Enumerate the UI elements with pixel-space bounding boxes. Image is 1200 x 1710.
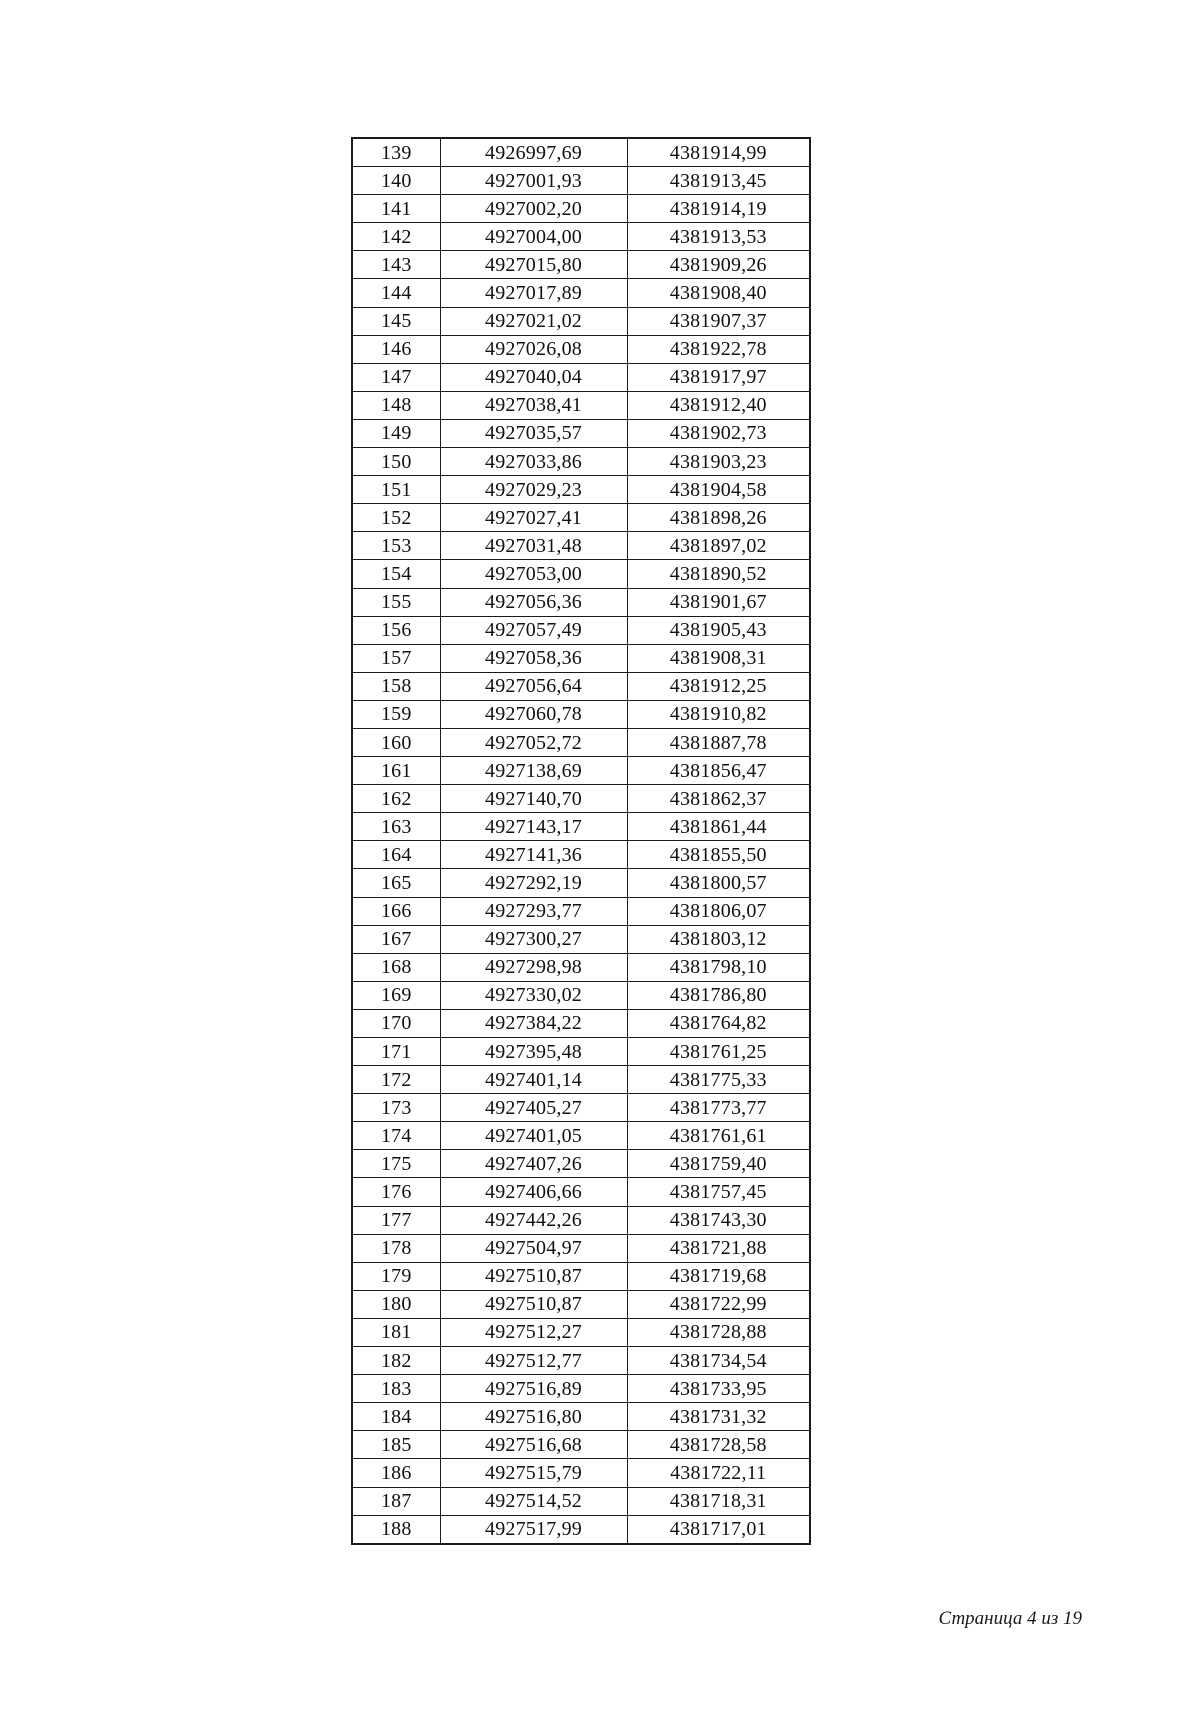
point-number-cell: 151 <box>352 476 440 504</box>
point-number-cell: 140 <box>352 167 440 195</box>
table-row <box>352 1403 810 1431</box>
y-coordinate-cell: 4381909,26 <box>627 251 810 279</box>
coordinates-table-body <box>352 138 810 1544</box>
x-coordinate-cell: 4927027,41 <box>440 504 627 532</box>
y-coordinate-cell: 4381922,78 <box>627 335 810 363</box>
point-number-cell: 161 <box>352 757 440 785</box>
y-coordinate-cell: 4381908,40 <box>627 279 810 307</box>
y-coordinate-cell: 4381914,19 <box>627 195 810 223</box>
page-number-footer: Страница 4 из 19 <box>938 1608 1082 1629</box>
point-number-cell: 172 <box>352 1066 440 1094</box>
table-row <box>352 532 810 560</box>
table-row <box>352 925 810 953</box>
table-row <box>352 476 810 504</box>
x-coordinate-cell: 4927300,27 <box>440 925 627 953</box>
y-coordinate-cell: 4381722,11 <box>627 1459 810 1487</box>
point-number-cell: 187 <box>352 1487 440 1515</box>
table-row <box>352 1290 810 1318</box>
x-coordinate-cell: 4927330,02 <box>440 981 627 1009</box>
x-coordinate-cell: 4927040,04 <box>440 363 627 391</box>
y-coordinate-cell: 4381910,82 <box>627 700 810 728</box>
table-row <box>352 448 810 476</box>
x-coordinate-cell: 4927058,36 <box>440 644 627 672</box>
table-row <box>352 1150 810 1178</box>
point-number-cell: 160 <box>352 728 440 756</box>
point-number-cell: 179 <box>352 1262 440 1290</box>
y-coordinate-cell: 4381890,52 <box>627 560 810 588</box>
y-coordinate-cell: 4381733,95 <box>627 1375 810 1403</box>
point-number-cell: 158 <box>352 672 440 700</box>
point-number-cell: 166 <box>352 897 440 925</box>
point-number-cell: 148 <box>352 391 440 419</box>
y-coordinate-cell: 4381719,68 <box>627 1262 810 1290</box>
x-coordinate-cell: 4927401,05 <box>440 1122 627 1150</box>
y-coordinate-cell: 4381728,58 <box>627 1431 810 1459</box>
table-row <box>352 728 810 756</box>
x-coordinate-cell: 4927514,52 <box>440 1487 627 1515</box>
x-coordinate-cell: 4927060,78 <box>440 700 627 728</box>
table-row <box>352 335 810 363</box>
point-number-cell: 165 <box>352 869 440 897</box>
point-number-cell: 177 <box>352 1206 440 1234</box>
y-coordinate-cell: 4381914,99 <box>627 138 810 167</box>
y-coordinate-cell: 4381757,45 <box>627 1178 810 1206</box>
point-number-cell: 157 <box>352 644 440 672</box>
point-number-cell: 150 <box>352 448 440 476</box>
point-number-cell: 185 <box>352 1431 440 1459</box>
y-coordinate-cell: 4381717,01 <box>627 1515 810 1544</box>
x-coordinate-cell: 4927292,19 <box>440 869 627 897</box>
y-coordinate-cell: 4381855,50 <box>627 841 810 869</box>
y-coordinate-cell: 4381913,53 <box>627 223 810 251</box>
x-coordinate-cell: 4927056,36 <box>440 588 627 616</box>
table-row <box>352 1262 810 1290</box>
y-coordinate-cell: 4381761,25 <box>627 1038 810 1066</box>
x-coordinate-cell: 4926997,69 <box>440 138 627 167</box>
point-number-cell: 175 <box>352 1150 440 1178</box>
x-coordinate-cell: 4927053,00 <box>440 560 627 588</box>
x-coordinate-cell: 4927395,48 <box>440 1038 627 1066</box>
x-coordinate-cell: 4927031,48 <box>440 532 627 560</box>
table-row <box>352 700 810 728</box>
table-row <box>352 1459 810 1487</box>
table-row <box>352 1122 810 1150</box>
x-coordinate-cell: 4927442,26 <box>440 1206 627 1234</box>
x-coordinate-cell: 4927056,64 <box>440 672 627 700</box>
x-coordinate-cell: 4927516,80 <box>440 1403 627 1431</box>
table-row <box>352 981 810 1009</box>
table-row <box>352 672 810 700</box>
x-coordinate-cell: 4927143,17 <box>440 813 627 841</box>
table-row <box>352 363 810 391</box>
point-number-cell: 176 <box>352 1178 440 1206</box>
point-number-cell: 173 <box>352 1094 440 1122</box>
x-coordinate-cell: 4927384,22 <box>440 1009 627 1037</box>
x-coordinate-cell: 4927004,00 <box>440 223 627 251</box>
y-coordinate-cell: 4381731,32 <box>627 1403 810 1431</box>
y-coordinate-cell: 4381913,45 <box>627 167 810 195</box>
point-number-cell: 184 <box>352 1403 440 1431</box>
y-coordinate-cell: 4381902,73 <box>627 419 810 447</box>
table-row <box>352 869 810 897</box>
point-number-cell: 144 <box>352 279 440 307</box>
x-coordinate-cell: 4927057,49 <box>440 616 627 644</box>
table-row <box>352 841 810 869</box>
point-number-cell: 188 <box>352 1515 440 1544</box>
y-coordinate-cell: 4381773,77 <box>627 1094 810 1122</box>
x-coordinate-cell: 4927512,27 <box>440 1318 627 1346</box>
y-coordinate-cell: 4381718,31 <box>627 1487 810 1515</box>
table-row <box>352 251 810 279</box>
y-coordinate-cell: 4381862,37 <box>627 785 810 813</box>
x-coordinate-cell: 4927298,98 <box>440 953 627 981</box>
y-coordinate-cell: 4381803,12 <box>627 925 810 953</box>
table-row <box>352 279 810 307</box>
x-coordinate-cell: 4927401,14 <box>440 1066 627 1094</box>
x-coordinate-cell: 4927510,87 <box>440 1262 627 1290</box>
point-number-cell: 167 <box>352 925 440 953</box>
point-number-cell: 181 <box>352 1318 440 1346</box>
x-coordinate-cell: 4927029,23 <box>440 476 627 504</box>
point-number-cell: 171 <box>352 1038 440 1066</box>
coordinates-table <box>351 137 811 1545</box>
x-coordinate-cell: 4927026,08 <box>440 335 627 363</box>
point-number-cell: 159 <box>352 700 440 728</box>
table-row <box>352 757 810 785</box>
point-number-cell: 180 <box>352 1290 440 1318</box>
x-coordinate-cell: 4927405,27 <box>440 1094 627 1122</box>
table-row <box>352 953 810 981</box>
y-coordinate-cell: 4381775,33 <box>627 1066 810 1094</box>
x-coordinate-cell: 4927033,86 <box>440 448 627 476</box>
table-row <box>352 644 810 672</box>
table-row <box>352 138 810 167</box>
y-coordinate-cell: 4381806,07 <box>627 897 810 925</box>
table-row <box>352 1487 810 1515</box>
table-row <box>352 588 810 616</box>
point-number-cell: 164 <box>352 841 440 869</box>
table-row <box>352 813 810 841</box>
y-coordinate-cell: 4381800,57 <box>627 869 810 897</box>
point-number-cell: 163 <box>352 813 440 841</box>
y-coordinate-cell: 4381887,78 <box>627 728 810 756</box>
y-coordinate-cell: 4381721,88 <box>627 1234 810 1262</box>
table-row <box>352 391 810 419</box>
table-row <box>352 1234 810 1262</box>
y-coordinate-cell: 4381728,88 <box>627 1318 810 1346</box>
x-coordinate-cell: 4927141,36 <box>440 841 627 869</box>
x-coordinate-cell: 4927406,66 <box>440 1178 627 1206</box>
y-coordinate-cell: 4381761,61 <box>627 1122 810 1150</box>
y-coordinate-cell: 4381904,58 <box>627 476 810 504</box>
point-number-cell: 153 <box>352 532 440 560</box>
point-number-cell: 139 <box>352 138 440 167</box>
table-row <box>352 897 810 925</box>
x-coordinate-cell: 4927015,80 <box>440 251 627 279</box>
point-number-cell: 154 <box>352 560 440 588</box>
table-row <box>352 1009 810 1037</box>
table-row <box>352 1178 810 1206</box>
point-number-cell: 182 <box>352 1347 440 1375</box>
y-coordinate-cell: 4381897,02 <box>627 532 810 560</box>
x-coordinate-cell: 4927035,57 <box>440 419 627 447</box>
x-coordinate-cell: 4927515,79 <box>440 1459 627 1487</box>
table-row <box>352 560 810 588</box>
table-row <box>352 307 810 335</box>
y-coordinate-cell: 4381764,82 <box>627 1009 810 1037</box>
point-number-cell: 178 <box>352 1234 440 1262</box>
y-coordinate-cell: 4381798,10 <box>627 953 810 981</box>
x-coordinate-cell: 4927140,70 <box>440 785 627 813</box>
table-row <box>352 223 810 251</box>
x-coordinate-cell: 4927512,77 <box>440 1347 627 1375</box>
y-coordinate-cell: 4381743,30 <box>627 1206 810 1234</box>
point-number-cell: 169 <box>352 981 440 1009</box>
table-row <box>352 1206 810 1234</box>
x-coordinate-cell: 4927293,77 <box>440 897 627 925</box>
point-number-cell: 147 <box>352 363 440 391</box>
y-coordinate-cell: 4381786,80 <box>627 981 810 1009</box>
y-coordinate-cell: 4381898,26 <box>627 504 810 532</box>
point-number-cell: 174 <box>352 1122 440 1150</box>
x-coordinate-cell: 4927517,99 <box>440 1515 627 1544</box>
point-number-cell: 155 <box>352 588 440 616</box>
table-row <box>352 1431 810 1459</box>
x-coordinate-cell: 4927001,93 <box>440 167 627 195</box>
point-number-cell: 186 <box>352 1459 440 1487</box>
point-number-cell: 146 <box>352 335 440 363</box>
table-row <box>352 616 810 644</box>
y-coordinate-cell: 4381912,40 <box>627 391 810 419</box>
x-coordinate-cell: 4927052,72 <box>440 728 627 756</box>
x-coordinate-cell: 4927504,97 <box>440 1234 627 1262</box>
table-row <box>352 1515 810 1544</box>
x-coordinate-cell: 4927516,68 <box>440 1431 627 1459</box>
point-number-cell: 152 <box>352 504 440 532</box>
point-number-cell: 156 <box>352 616 440 644</box>
x-coordinate-cell: 4927407,26 <box>440 1150 627 1178</box>
y-coordinate-cell: 4381903,23 <box>627 448 810 476</box>
x-coordinate-cell: 4927002,20 <box>440 195 627 223</box>
x-coordinate-cell: 4927516,89 <box>440 1375 627 1403</box>
table-row <box>352 1094 810 1122</box>
x-coordinate-cell: 4927138,69 <box>440 757 627 785</box>
x-coordinate-cell: 4927021,02 <box>440 307 627 335</box>
table-row <box>352 1347 810 1375</box>
y-coordinate-cell: 4381861,44 <box>627 813 810 841</box>
table-row <box>352 1066 810 1094</box>
x-coordinate-cell: 4927038,41 <box>440 391 627 419</box>
table-row <box>352 1318 810 1346</box>
y-coordinate-cell: 4381905,43 <box>627 616 810 644</box>
point-number-cell: 170 <box>352 1009 440 1037</box>
table-row <box>352 785 810 813</box>
y-coordinate-cell: 4381917,97 <box>627 363 810 391</box>
table-row <box>352 195 810 223</box>
x-coordinate-cell: 4927017,89 <box>440 279 627 307</box>
table-row <box>352 1375 810 1403</box>
x-coordinate-cell: 4927510,87 <box>440 1290 627 1318</box>
table-row <box>352 167 810 195</box>
y-coordinate-cell: 4381901,67 <box>627 588 810 616</box>
y-coordinate-cell: 4381907,37 <box>627 307 810 335</box>
y-coordinate-cell: 4381908,31 <box>627 644 810 672</box>
point-number-cell: 149 <box>352 419 440 447</box>
point-number-cell: 143 <box>352 251 440 279</box>
table-row <box>352 1038 810 1066</box>
point-number-cell: 168 <box>352 953 440 981</box>
table-row <box>352 504 810 532</box>
y-coordinate-cell: 4381759,40 <box>627 1150 810 1178</box>
point-number-cell: 162 <box>352 785 440 813</box>
table-row <box>352 419 810 447</box>
y-coordinate-cell: 4381734,54 <box>627 1347 810 1375</box>
point-number-cell: 145 <box>352 307 440 335</box>
y-coordinate-cell: 4381722,99 <box>627 1290 810 1318</box>
y-coordinate-cell: 4381912,25 <box>627 672 810 700</box>
point-number-cell: 183 <box>352 1375 440 1403</box>
point-number-cell: 142 <box>352 223 440 251</box>
point-number-cell: 141 <box>352 195 440 223</box>
y-coordinate-cell: 4381856,47 <box>627 757 810 785</box>
